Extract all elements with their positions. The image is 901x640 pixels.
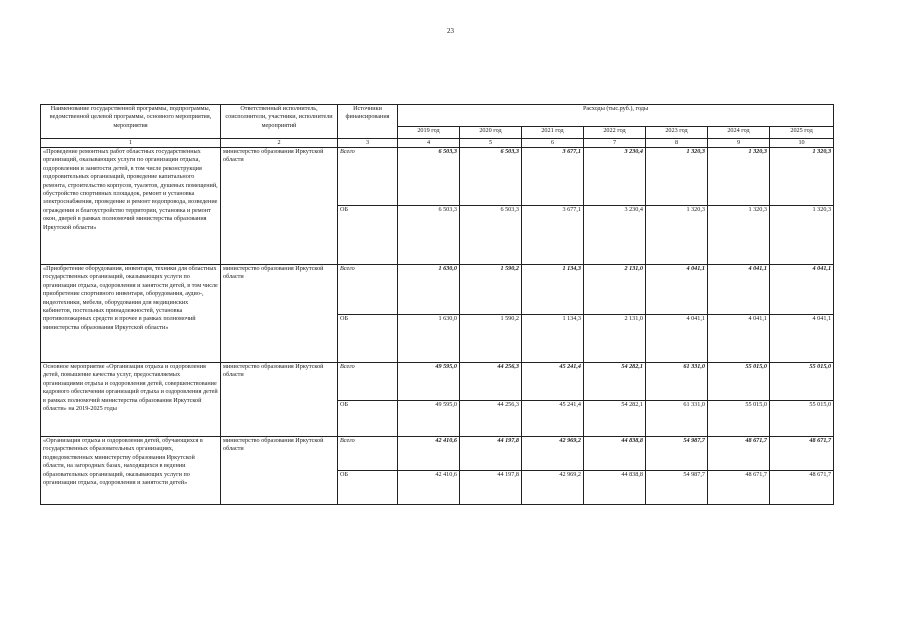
total-value: 42 410,6 [398,437,460,471]
header-year: 2020 год [460,127,522,139]
total-value: 44 197,8 [460,437,522,471]
total-value: 54 987,7 [646,437,708,471]
total-value: 49 595,0 [398,363,460,401]
header-year: 2019 год [398,127,460,139]
ob-value: 42 410,6 [398,471,460,505]
page-number: 23 [447,27,454,35]
column-number: 1 [41,139,221,148]
ob-value: 44 256,3 [460,401,522,437]
ob-value: 48 671,7 [770,471,834,505]
ob-value: 55 015,0 [770,401,834,437]
total-value: 42 969,2 [522,437,584,471]
column-number: 4 [398,139,460,148]
total-value: 4 041,1 [646,265,708,315]
total-value: 54 282,1 [584,363,646,401]
total-value: 6 503,3 [398,148,460,206]
total-value: 1 320,3 [708,148,770,206]
executor: министерство образования Иркутской области [221,363,338,437]
ob-value: 54 987,7 [646,471,708,505]
total-value: 2 131,0 [584,265,646,315]
source-total-label: Всего [338,437,398,471]
ob-value: 44 197,8 [460,471,522,505]
column-number: 3 [338,139,398,148]
total-value: 1 320,3 [770,148,834,206]
total-value: 3 230,4 [584,148,646,206]
total-value: 55 015,0 [708,363,770,401]
ob-value: 4 041,1 [770,315,834,363]
total-value: 48 671,7 [708,437,770,471]
column-number: 2 [221,139,338,148]
ob-value: 48 671,7 [708,471,770,505]
total-value: 61 331,0 [646,363,708,401]
ob-value: 6 503,3 [398,206,460,265]
ob-value: 1 590,2 [460,315,522,363]
source-ob-label: ОБ [338,471,398,505]
header-year: 2021 год [522,127,584,139]
total-value: 4 041,1 [770,265,834,315]
total-value: 1 134,3 [522,265,584,315]
ob-value: 2 131,0 [584,315,646,363]
column-number: 8 [646,139,708,148]
header-year: 2025 год [770,127,834,139]
activity-name: «Организация отдыха и оздоровления детей, обучающихся в государственных образовательных организациях, подведомственных министерству образования Иркутской области, на загородных базах, находящихся в ведении образовательных организаций, оказывающих услуги по организации отдыха, оздоровления и занятости детей» [41,437,221,505]
budget-table [40,104,834,505]
ob-value: 1 320,3 [770,206,834,265]
source-total-label: Всего [338,363,398,401]
source-total-label: Всего [338,148,398,206]
total-value: 55 015,0 [770,363,834,401]
ob-value: 1 630,0 [398,315,460,363]
ob-value: 4 041,1 [646,315,708,363]
ob-value: 42 969,2 [522,471,584,505]
header-year: 2022 год [584,127,646,139]
ob-value: 44 838,8 [584,471,646,505]
total-value: 45 241,4 [522,363,584,401]
header-executor: Ответственный исполнитель, соисполнители, участники, исполнители мероприятий [221,105,338,139]
source-ob-label: ОБ [338,206,398,265]
header-year: 2023 год [646,127,708,139]
header-expenses: Расходы (тыс.руб.), годы [398,105,834,127]
total-value: 44 838,8 [584,437,646,471]
total-value: 1 590,2 [460,265,522,315]
ob-value: 3 230,4 [584,206,646,265]
total-value: 1 320,3 [646,148,708,206]
ob-value: 4 041,1 [708,315,770,363]
executor: министерство образования Иркутской области [221,148,338,265]
column-number: 7 [584,139,646,148]
source-ob-label: ОБ [338,401,398,437]
source-total-label: Всего [338,265,398,315]
activity-name: «Приобретение оборудования, инвентаря, техники для областных государственных организаций, оказывающих услуги по организации отдыха, оздоровления и занятости детей, в том числе приобретение спортивного инвентаря, оборудования, аудио-, видеотехники, мебели, оборудования для медицинских кабинетов, постельных принадлежностей, установка противопожарных средств и прочее в рамках полномочий министерства образования Иркутской области» [41,265,221,363]
source-ob-label: ОБ [338,315,398,363]
ob-value: 49 595,0 [398,401,460,437]
executor: министерство образования Иркутской области [221,265,338,363]
ob-value: 61 331,0 [646,401,708,437]
executor: министерство образования Иркутской области [221,437,338,505]
ob-value: 54 282,1 [584,401,646,437]
total-value: 4 041,1 [708,265,770,315]
header-source: Источники финансирования [338,105,398,139]
ob-value: 55 015,0 [708,401,770,437]
column-number: 6 [522,139,584,148]
ob-value: 6 503,3 [460,206,522,265]
column-number: 9 [708,139,770,148]
column-number: 5 [460,139,522,148]
ob-value: 3 677,1 [522,206,584,265]
activity-name: Основное мероприятие «Организация отдыха и оздоровления детей, повышение качества услуг, предоставляемых организациями отдыха и оздоровления детей, совершенствование кадрового обеспечения организаций отдыха и оздоровления детей в рамках полномочий министерства образования Иркутской области» на 2019-2025 годы [41,363,221,437]
total-value: 44 256,3 [460,363,522,401]
total-value: 3 677,1 [522,148,584,206]
ob-value: 1 320,3 [708,206,770,265]
total-value: 1 630,0 [398,265,460,315]
header-name: Наименование государственной программы, подпрограммы, ведомственной целевой программы, основного мероприятия, мероприятия [41,105,221,139]
ob-value: 45 241,4 [522,401,584,437]
activity-name: «Проведение ремонтных работ областных государственных организаций, оказывающих услуги по организации отдыха, оздоровления и занятости детей, в том числе реконструкция оздоровительных организаций, проведение капитального ремонта, строительство корпусов, туалетов, душевых помещений, обустройство спортивных площадок, ремонт и установка электроснабжения, проведение и ремонт водопровода, возведение ограждения и благоустройство территории, установка и ремонт окон, дверей в рамках полномочий министерства образования Иркутской области» [41,148,221,265]
ob-value: 1 320,3 [646,206,708,265]
total-value: 48 671,7 [770,437,834,471]
column-number: 10 [770,139,834,148]
ob-value: 1 134,3 [522,315,584,363]
header-year: 2024 год [708,127,770,139]
total-value: 6 503,3 [460,148,522,206]
